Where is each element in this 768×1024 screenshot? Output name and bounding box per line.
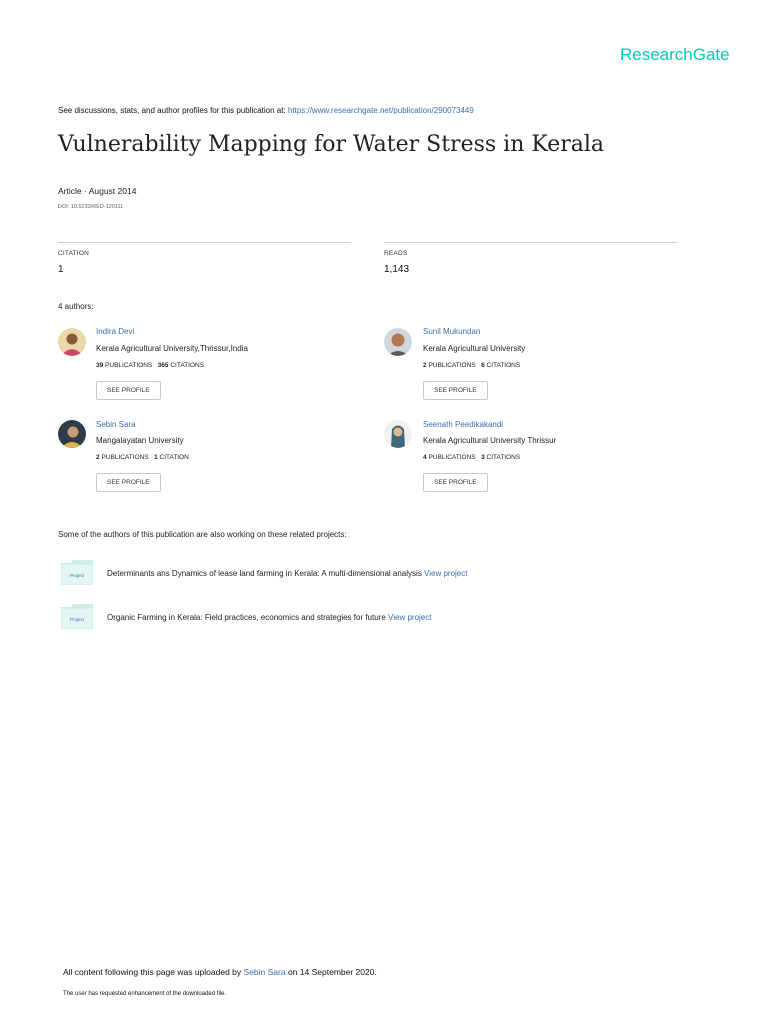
project-folder-icon (61, 560, 93, 584)
discussion-line (58, 106, 474, 115)
reads-divider (384, 242, 677, 243)
publications-label: PUBLICATIONS (428, 454, 476, 461)
author-stats (423, 362, 520, 369)
author-name[interactable]: Sebin Sara (96, 420, 136, 429)
discussion-prefix: See discussions, stats, and author profiles for this publication at: (58, 106, 286, 115)
author-affiliation: Mangalayatan University (96, 436, 184, 445)
publication-meta: Article · August 2014 (58, 186, 137, 196)
enhancement-note: The user has requested enhancement of the downloaded file. (63, 991, 227, 997)
see-profile-button[interactable]: SEE PROFILE (96, 473, 161, 492)
publication-title: Vulnerability Mapping for Water Stress in Kerala (58, 132, 605, 157)
publication-doi: DOI: 10.5233/RED-120111 (58, 204, 124, 210)
citations-label: CITATION (159, 454, 189, 461)
author-affiliation: Kerala Agricultural University Thrissur (423, 436, 557, 445)
project-title: Determinants ans Dynamics of lease land farming in Kerala: A multi-dimensional analysis (107, 569, 422, 578)
project-folder-icon (61, 604, 93, 628)
project-item (107, 569, 467, 578)
citations-label: CITATIONS (486, 362, 521, 369)
publications-label: PUBLICATIONS (428, 362, 476, 369)
citation-value: 1 (58, 264, 64, 275)
author-name[interactable]: Seenath Peedikakandi (423, 420, 504, 429)
reads-value: 1,143 (384, 264, 410, 275)
avatar-sunil-mukundan[interactable] (384, 328, 412, 356)
see-profile-button[interactable]: SEE PROFILE (423, 381, 488, 400)
author-name[interactable]: Sunil Mukundan (423, 327, 481, 336)
upload-note (63, 967, 377, 977)
reads-label: READS (384, 250, 408, 257)
publications-label: PUBLICATIONS (101, 454, 149, 461)
citations-count: 3 (481, 454, 485, 461)
citation-divider (58, 242, 351, 243)
citations-count: 1 (154, 454, 158, 461)
uploader-link[interactable]: Sebin Sara (243, 967, 286, 977)
avatar-sebin-sara[interactable] (58, 420, 86, 448)
upload-suffix: on 14 September 2020. (287, 967, 377, 977)
publications-count: 2 (423, 362, 427, 369)
citations-count: 365 (157, 362, 169, 369)
citations-label: CITATIONS (170, 362, 205, 369)
authors-heading: 4 authors: (58, 302, 94, 311)
publication-url-link[interactable]: https://www.researchgate.net/publication/290073449 (287, 106, 474, 115)
citations-count: 6 (481, 362, 485, 369)
avatar-seenath-peedikakandi[interactable] (384, 420, 412, 448)
avatar-indira-devi[interactable] (58, 328, 86, 356)
view-project-link[interactable]: View project (388, 613, 432, 622)
see-profile-button[interactable]: SEE PROFILE (423, 473, 488, 492)
researchgate-logo[interactable]: ResearchGate (620, 45, 730, 64)
project-icon-label: Project (69, 617, 85, 622)
author-stats (96, 362, 204, 369)
upload-prefix: All content following this page was uploaded by (63, 967, 242, 977)
see-profile-button[interactable]: SEE PROFILE (96, 381, 161, 400)
project-item (107, 613, 431, 622)
author-affiliation: Kerala Agricultural University,Thrissur,India (96, 344, 248, 353)
publications-count: 2 (96, 454, 100, 461)
author-stats (423, 454, 520, 461)
related-projects-heading: Some of the authors of this publication are also working on these related projects: (58, 530, 347, 539)
publications-count: 39 (96, 362, 104, 369)
project-title: Organic Farming in Kerala: Field practices, economics and strategies for future (107, 613, 386, 622)
citations-label: CITATIONS (486, 454, 521, 461)
view-project-link[interactable]: View project (424, 569, 468, 578)
citation-label: CITATION (58, 250, 89, 257)
publications-label: PUBLICATIONS (105, 362, 153, 369)
author-name[interactable]: Indira Devi (96, 327, 135, 336)
author-affiliation: Kerala Agricultural University (423, 344, 526, 353)
project-icon-label: Project (69, 573, 85, 578)
publications-count: 4 (423, 454, 427, 461)
author-stats (96, 454, 189, 461)
